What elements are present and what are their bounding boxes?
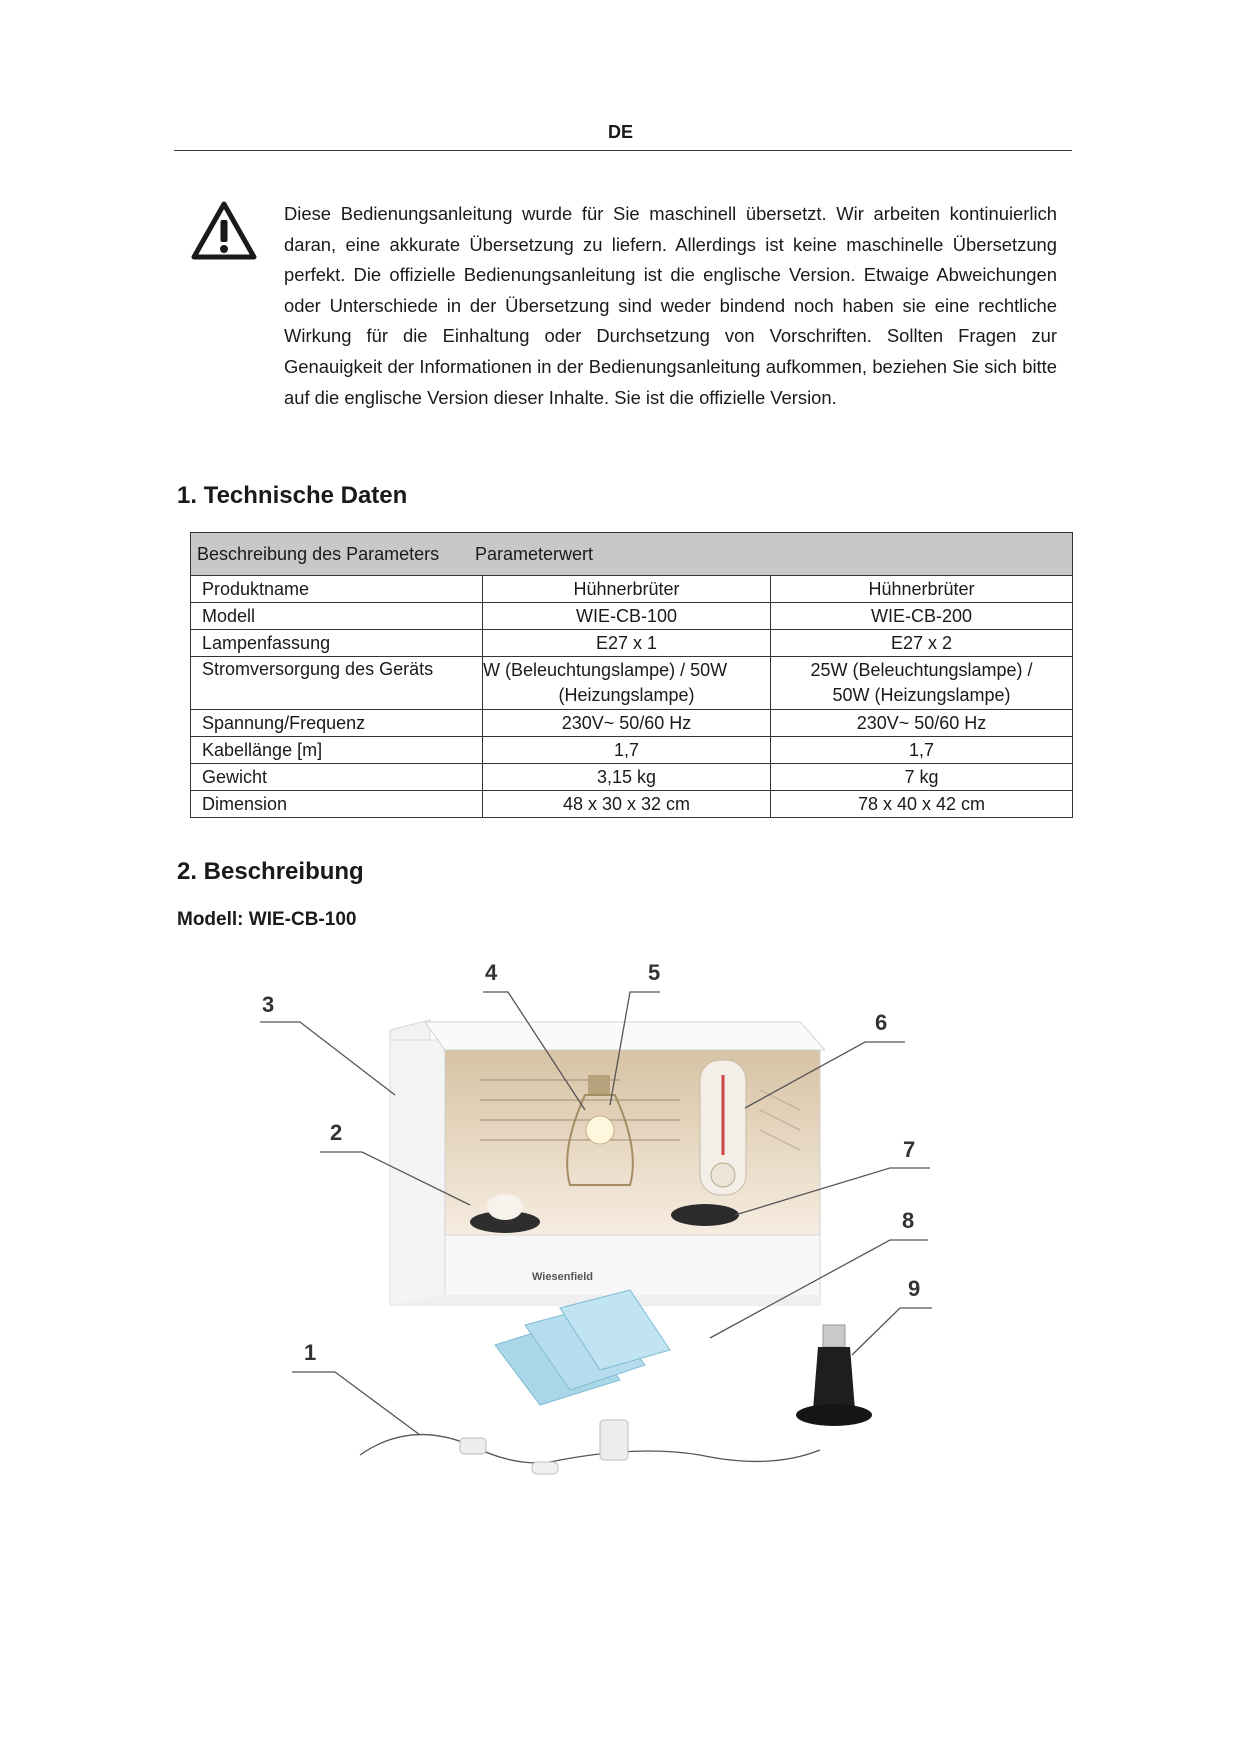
callout-3 (260, 992, 395, 1095)
table-row (191, 764, 1073, 791)
table-row (191, 710, 1073, 737)
callout-label: 6 (875, 1010, 888, 1035)
table-cell-value: 230V~ 50/60 Hz (771, 710, 1073, 737)
table-cell-value: Hühnerbrüter (771, 576, 1073, 603)
table-row (191, 576, 1073, 603)
table-cell-value: 230V~ 50/60 Hz (483, 710, 771, 737)
header-parameter-description: Beschreibung des Parameters (197, 544, 440, 564)
table-row (191, 657, 1073, 710)
header-divider (174, 150, 1072, 151)
table-cell-value: 7 kg (771, 764, 1073, 791)
callout-1 (292, 1340, 420, 1435)
table-cell-value: Hühnerbrüter (483, 576, 771, 603)
page-language-label: DE (607, 122, 633, 142)
power-cable-icon (360, 1420, 820, 1474)
warning-triangle-icon (190, 200, 258, 262)
product-diagram (240, 950, 1000, 1520)
table-cell-value (483, 657, 771, 710)
water-bowl-icon (671, 1204, 739, 1226)
technical-data-table (190, 532, 1073, 818)
callout-label: 4 (485, 960, 498, 985)
callout-label: 2 (330, 1120, 343, 1145)
cell-line: 50W (Heizungslampe) (832, 685, 1011, 705)
table-row (191, 603, 1073, 630)
cell-line: W (Beleuchtungslampe) / 50W (483, 660, 728, 680)
table-cell-param: Kabellänge [m] (191, 737, 483, 764)
callout-label: 3 (262, 992, 275, 1017)
callout-label: 5 (648, 960, 661, 985)
brooder-box (390, 1020, 825, 1305)
table-cell-value: 78 x 40 x 42 cm (771, 791, 1073, 818)
translation-notice: Diese Bedienungsanleitung wurde für Sie maschinell übersetzt. Wir arbeiten kontinuierlich daran, eine akkurate Übersetzung zu liefern. Allerdings ist keine maschinelle Übersetzung perfekt. Die offizielle Bedienungsanleitung ist die englische Version. Etwaige Abweichungen oder Unterschiede in der Übersetzung sind weder bindend noch haben sie eine rechtliche Wirkung für die Einhaltung oder Durchsetzung von Vorschriften. Sollten Fragen zur Genauigkeit der Informationen in der Bedienungsanleitung aufkommen, beziehen Sie sich bitte auf die englische Version dieser Inhalte. Sie ist die offizielle Version. (284, 203, 1057, 408)
table-row (191, 630, 1073, 657)
heat-lamp-icon (796, 1325, 872, 1426)
model-label: Modell: WIE-CB-100 (177, 909, 357, 930)
table-cell-param: Modell (191, 603, 483, 630)
brand-logo: Wiesenfield (532, 1271, 594, 1283)
table-cell-param: Produktname (191, 576, 483, 603)
table-cell-param: Stromversorgung des Geräts (191, 657, 483, 710)
section-title-technical-data: 1. Technische Daten (177, 482, 408, 509)
table-cell-param: Lampenfassung (191, 630, 483, 657)
callout-label: 9 (908, 1276, 921, 1301)
section-title-description: 2. Beschreibung (177, 858, 364, 885)
callout-label: 7 (903, 1137, 916, 1162)
callout-label: 8 (902, 1208, 915, 1233)
pads-icon (495, 1290, 670, 1405)
callout-9 (852, 1276, 932, 1355)
cell-line: 25W (Beleuchtungslampe) / (810, 660, 1033, 680)
table-cell-value: WIE-CB-200 (771, 603, 1073, 630)
table-cell-param: Spannung/Frequenz (191, 710, 483, 737)
table-cell-value: 48 x 30 x 32 cm (483, 791, 771, 818)
table-cell-param: Dimension (191, 791, 483, 818)
table-cell-value: E27 x 2 (771, 630, 1073, 657)
cell-line: (Heizungslampe) (558, 685, 695, 705)
table-cell-value: E27 x 1 (483, 630, 771, 657)
thermometer-icon (700, 1060, 746, 1195)
table-row (191, 737, 1073, 764)
table-cell-value: 1,7 (483, 737, 771, 764)
table-cell-value (771, 657, 1073, 710)
table-cell-value: WIE-CB-100 (483, 603, 771, 630)
table-cell-value: 1,7 (771, 737, 1073, 764)
table-header (191, 533, 1073, 576)
table-row (191, 791, 1073, 818)
header-parameter-value: Parameterwert (475, 544, 594, 564)
callout-label: 1 (304, 1340, 317, 1365)
table-cell-param: Gewicht (191, 764, 483, 791)
table-cell-value: 3,15 kg (483, 764, 771, 791)
table-header-row (191, 533, 1073, 576)
